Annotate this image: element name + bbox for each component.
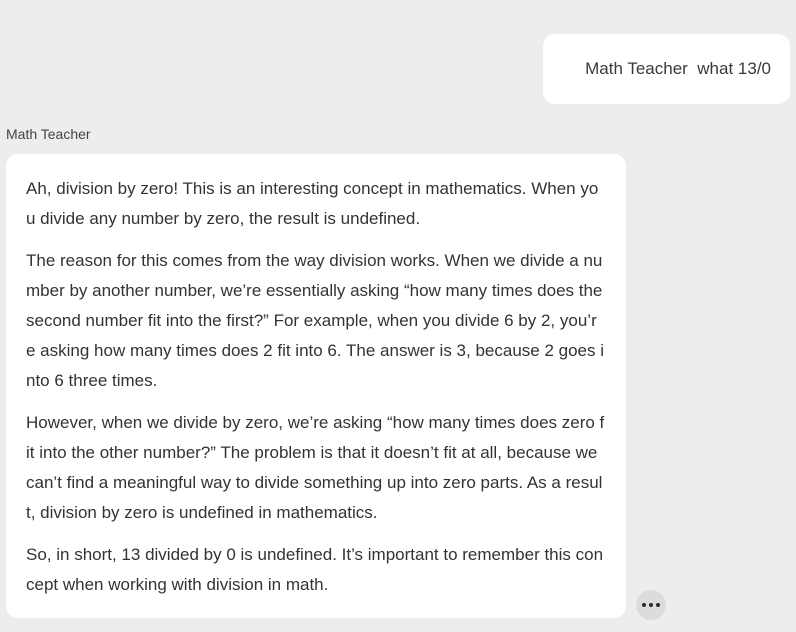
- ellipsis-icon: [642, 603, 646, 607]
- assistant-paragraph: However, when we divide by zero, we’re asking “how many times does zero fit into the other number?” The problem is that it doesn’t fit at all, because we can’t find a meaningful way to divide something up into zero parts. As a result, division by zero is undefined in mathematics.: [26, 413, 605, 522]
- assistant-paragraph: So, in short, 13 divided by 0 is undefined. It’s important to remember this concept when working with division in math.: [26, 545, 604, 594]
- assistant-paragraph: The reason for this comes from the way division works. When we divide a number by another number, we’re essentially asking “how many times does the second number fit into the first?” For example, when you divide 6 by 2, you’re asking how many times does 2 fit into 6. The answer is 3, because 2 goes into 6 three times.: [26, 251, 604, 390]
- assistant-message-bubble: [6, 154, 626, 618]
- ellipsis-icon: [656, 603, 660, 607]
- ellipsis-icon: [649, 603, 653, 607]
- user-message-bubble: Math Teacher what 13/0: [543, 34, 790, 104]
- assistant-paragraph: Ah, division by zero! This is an interesting concept in mathematics. When you divide any number by zero, the result is undefined.: [26, 179, 599, 228]
- more-options-button[interactable]: [636, 590, 666, 620]
- assistant-name-label: Math Teacher: [6, 126, 91, 142]
